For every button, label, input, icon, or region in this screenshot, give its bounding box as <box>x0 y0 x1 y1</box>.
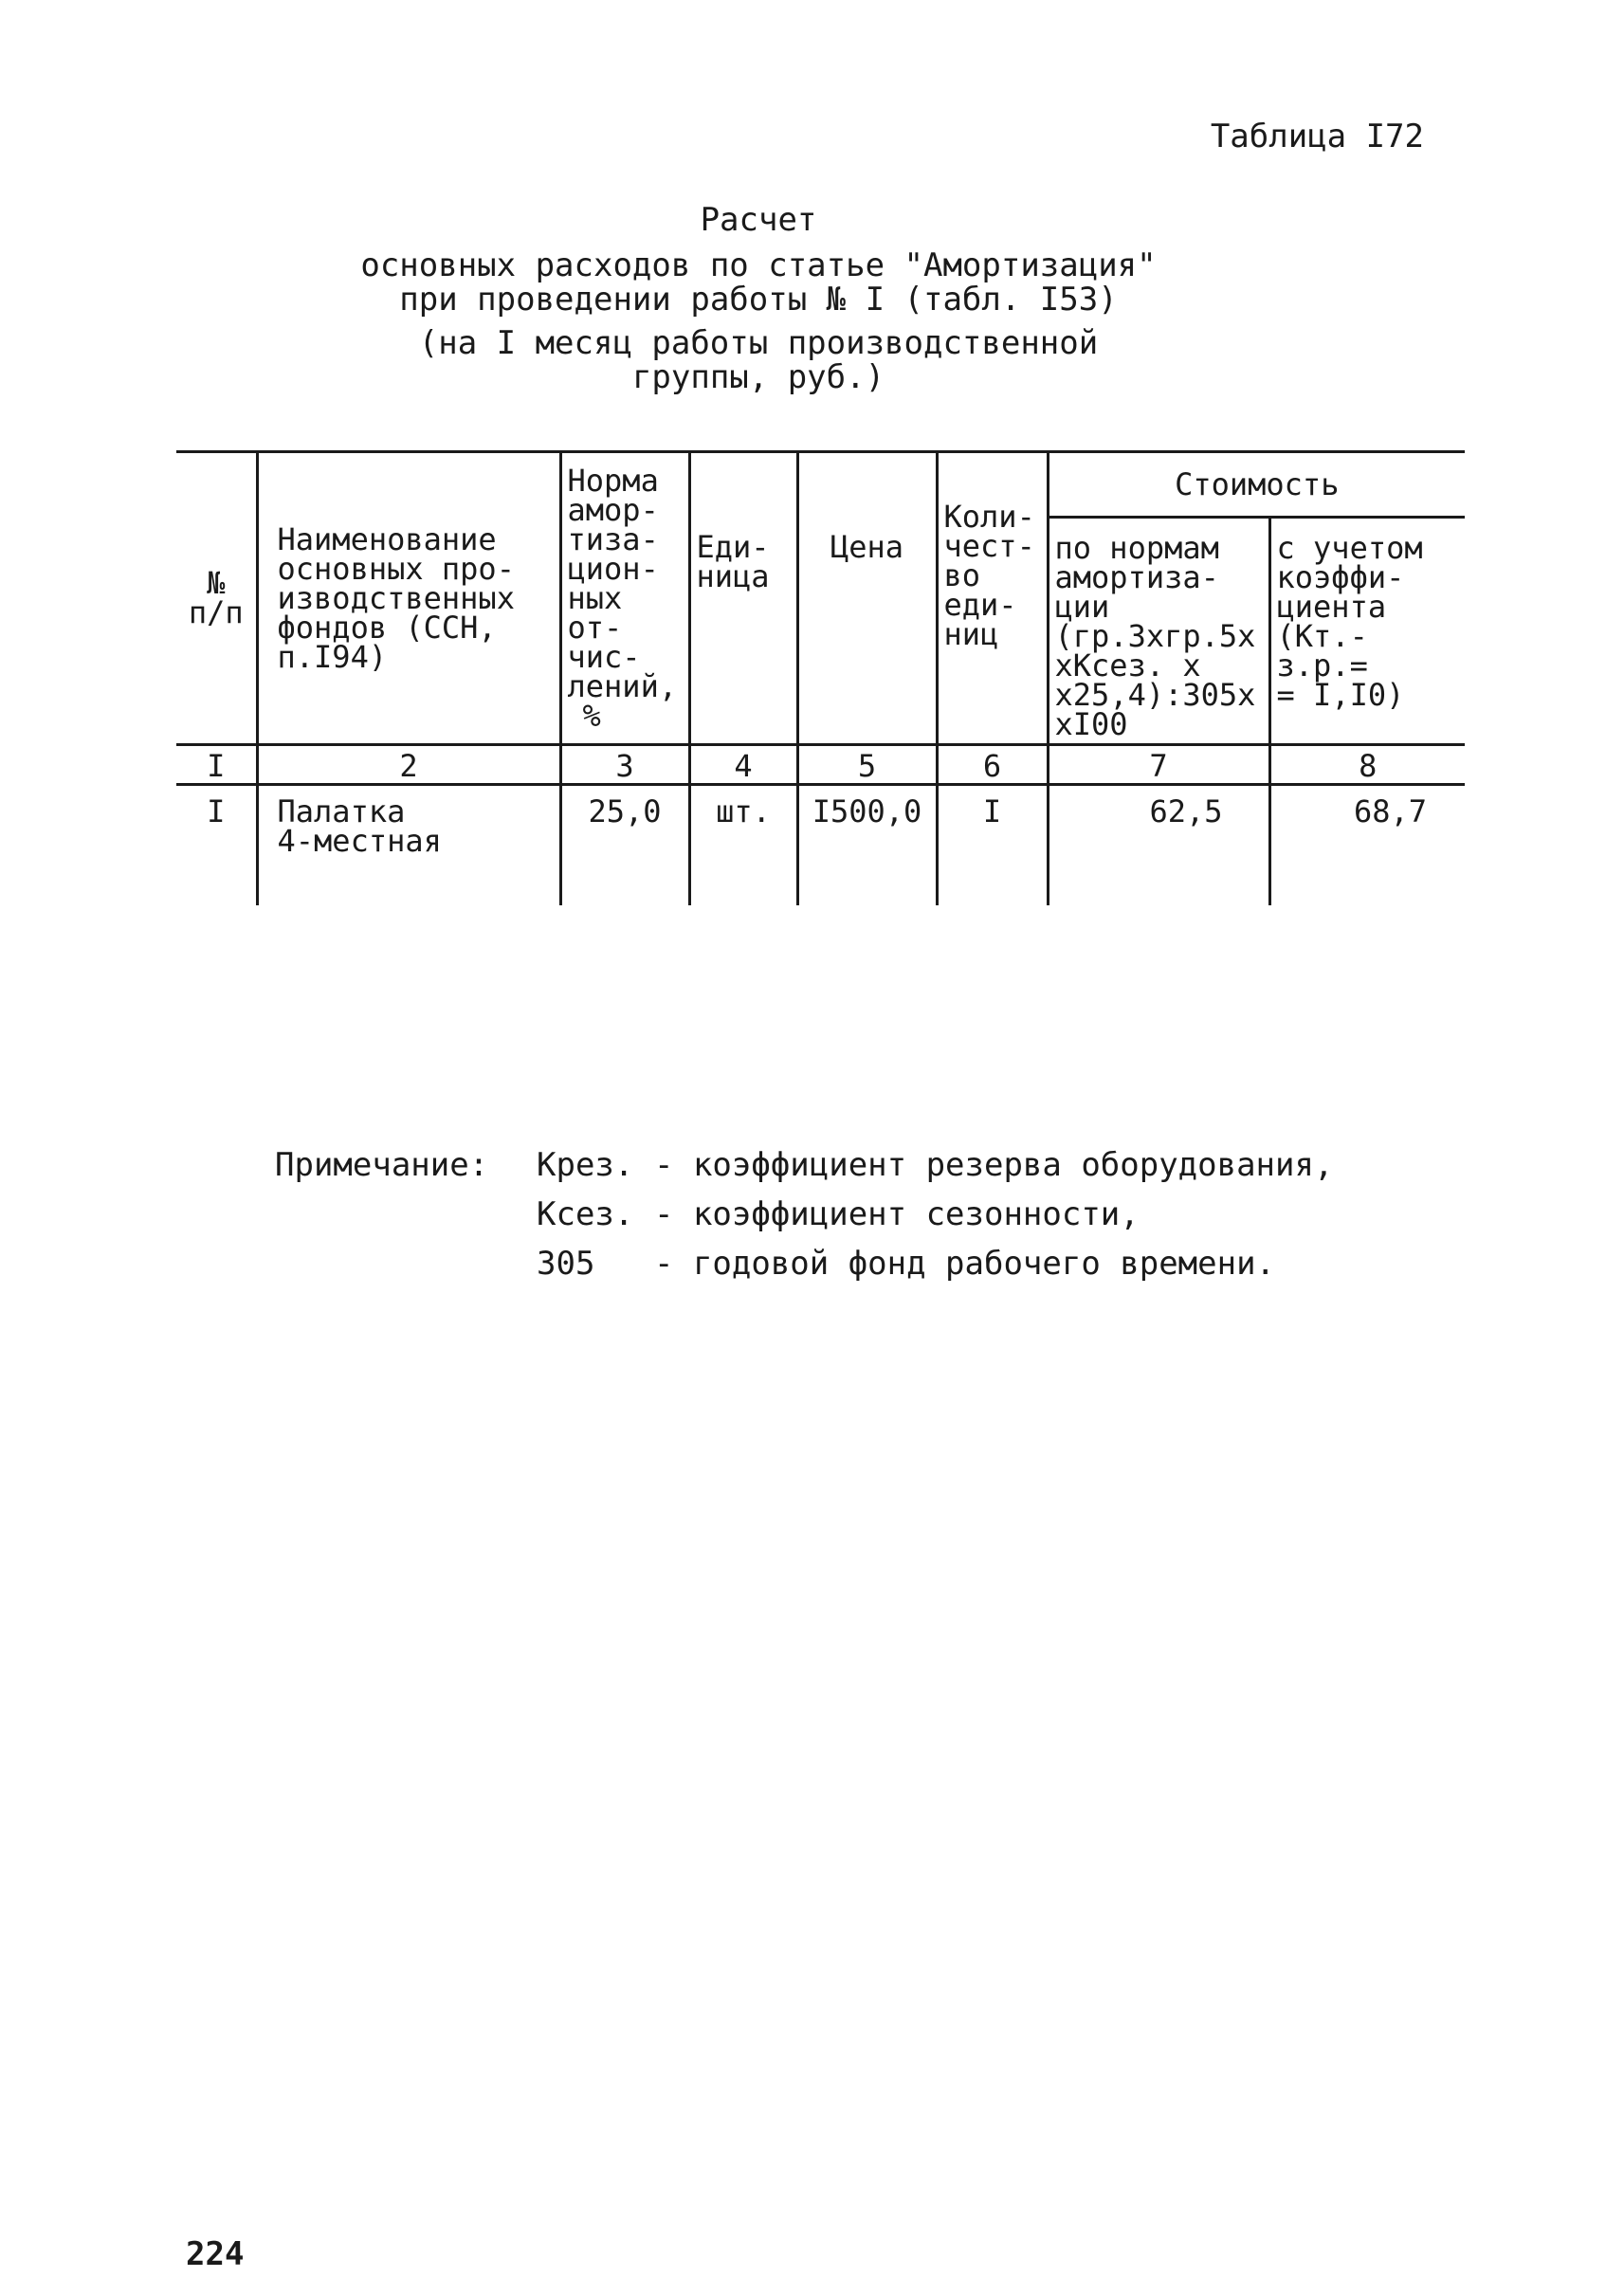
col-number: 5 <box>797 745 937 785</box>
header-cost-group: Стоимость <box>1048 452 1465 518</box>
note-abbr: 305 <box>537 1245 595 1283</box>
title-line-1: Расчет <box>700 201 817 239</box>
header-price: Цена <box>797 452 937 745</box>
header-name: Наименование основных про- изводственных фондов (ССН, п.I94) <box>257 452 560 745</box>
title-line-2: основных расходов по статье "Амортизация" <box>360 246 1157 284</box>
note-text: - годовой фонд рабочего времени. <box>654 1245 1276 1283</box>
cell-norm: 25,0 <box>560 785 689 906</box>
cell-cost-norm: 62,5 <box>1048 785 1269 906</box>
title-line-5: группы, руб.) <box>631 358 885 396</box>
page-number: 224 <box>186 2235 245 2273</box>
note-label: Примечание: <box>275 1146 489 1184</box>
cell-cost-coef: 68,7 <box>1269 785 1465 906</box>
header-cost-norm: по нормам амортиза- ции (гр.3хгр.5х хКсез. х х25,4):305х хI00 <box>1048 518 1269 745</box>
table-row <box>176 785 1465 906</box>
header-cost-coef: с учетом коэффи- циента (Кт.-з.р.= = I,I0) <box>1269 518 1465 745</box>
note-item <box>537 1140 1333 1190</box>
document-title <box>322 203 1195 394</box>
col-number: 8 <box>1269 745 1465 785</box>
header-norm: Норма амор- тиза- цион- ных от- чис- лений, % <box>560 452 689 745</box>
column-number-row <box>176 745 1465 785</box>
title-line-4: (на I месяц работы производственной <box>418 324 1099 362</box>
cell-price: I500,0 <box>797 785 937 906</box>
table-number: Таблица I72 <box>1210 118 1424 155</box>
title-line-3: при проведении работы № I (табл. I53) <box>399 281 1118 319</box>
col-number: 4 <box>689 745 797 785</box>
cell-qty: I <box>937 785 1048 906</box>
col-number: 3 <box>560 745 689 785</box>
note-abbr: Ксез. <box>537 1195 634 1233</box>
note-abbr: Крез. <box>537 1146 634 1184</box>
note-text: - коэффициент резерва оборудования, <box>654 1146 1334 1184</box>
col-number: 7 <box>1048 745 1269 785</box>
header-unit: Еди- ница <box>689 452 797 745</box>
note-text: - коэффициент сезонности, <box>654 1195 1140 1233</box>
header-num: № п/п <box>176 452 257 745</box>
col-number: I <box>176 745 257 785</box>
col-number: 6 <box>937 745 1048 785</box>
header-qty: Коли- чест- во еди- ниц <box>937 452 1048 745</box>
cell-name: Палатка 4-местная <box>257 785 560 906</box>
amortization-table <box>176 450 1465 905</box>
note-item <box>537 1239 1333 1288</box>
col-number: 2 <box>257 745 560 785</box>
note-item <box>537 1190 1333 1239</box>
cell-num: I <box>176 785 257 906</box>
cell-unit: шт. <box>689 785 797 906</box>
